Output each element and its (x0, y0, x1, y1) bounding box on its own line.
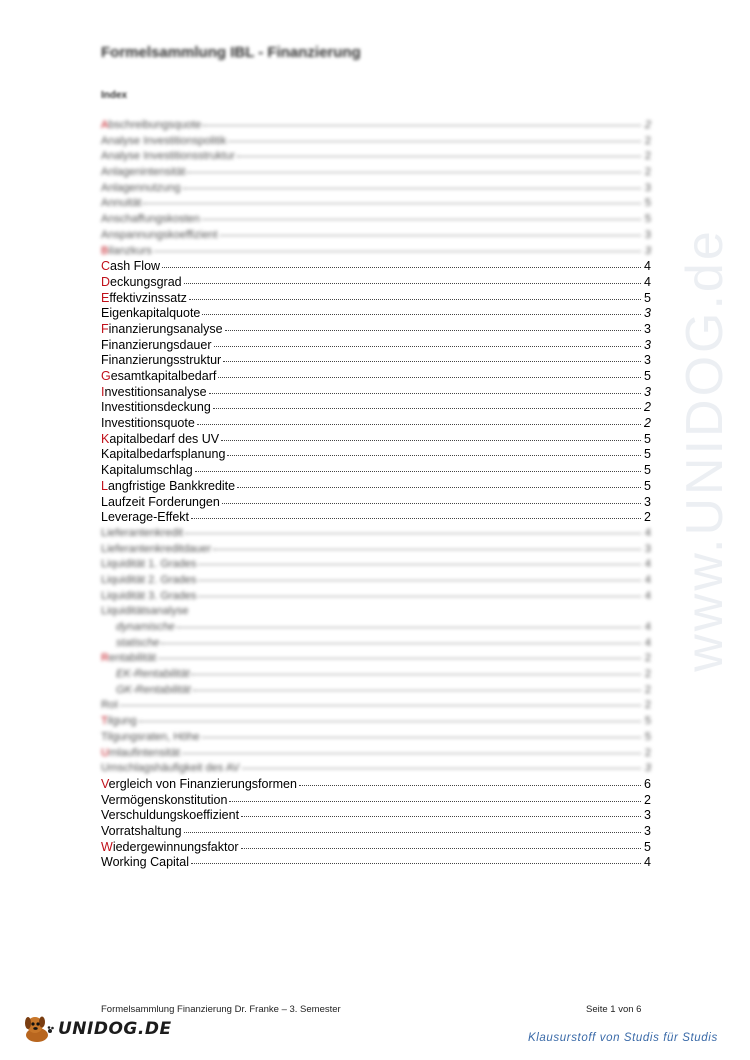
dot-leader (227, 455, 641, 456)
index-page-number: 5 (644, 730, 651, 743)
index-entry-text: Vermögenskonstitution (101, 792, 228, 807)
index-entry-text: Annuität (101, 197, 142, 210)
index-page-number: 3 (644, 808, 651, 823)
index-page-number: 3 (644, 384, 651, 399)
index-entry-label (101, 542, 211, 558)
index-letter-initial: F (101, 321, 109, 336)
index-entry-label (101, 400, 211, 416)
index-entry-text: eckungsgrad (110, 274, 182, 289)
index-page-number: 5 (644, 431, 651, 446)
dot-leader (203, 125, 641, 126)
index-page-number: 5 (644, 715, 651, 728)
index-page-number: 5 (644, 197, 651, 210)
dot-leader (221, 440, 641, 441)
dot-leader (213, 408, 641, 409)
index-page-number: 2 (644, 416, 651, 431)
index-entry (101, 495, 651, 511)
index-entry-text: dynamische (116, 621, 175, 633)
index-entry-label (101, 134, 226, 150)
dot-leader (202, 314, 641, 315)
index-entry (101, 463, 651, 479)
index-entry-label (101, 369, 216, 385)
index-entry-label (101, 416, 195, 432)
index-entry-text: Lieferantenkreditdauer (101, 542, 212, 555)
index-entry-text: RoI (101, 699, 119, 712)
index-entry-label (101, 730, 200, 746)
unidog-logo[interactable] (22, 1014, 172, 1044)
index-page-number: 5 (644, 369, 651, 383)
index-entry (101, 259, 651, 275)
index-page-number: 5 (644, 447, 651, 462)
index-entry (101, 165, 651, 181)
index-entry-text: Liquidität 1. Grades (101, 558, 197, 571)
index-letter-initial: U (101, 746, 109, 759)
index-entry-label (101, 196, 141, 212)
index-entry-label (101, 275, 182, 291)
index-letter-initial: G (101, 369, 111, 383)
index-letter-initial: C (101, 259, 111, 274)
index-entry-text: Anspannungskoeffizient (101, 228, 218, 241)
dot-leader (237, 156, 641, 157)
index-entry (101, 369, 651, 385)
index-entry (101, 714, 651, 730)
index-page-number: 2 (644, 119, 651, 131)
dot-leader (191, 674, 641, 675)
index-entry-label (101, 447, 225, 463)
index-entry (101, 636, 651, 652)
index-entry-label (101, 165, 185, 181)
index-letter-initial: D (101, 274, 111, 289)
index-entry-text: iedergewinnungsfaktor (112, 839, 239, 854)
index-entry (101, 604, 651, 620)
index-entry-text: mlaufintensität (108, 746, 180, 759)
dot-leader (223, 361, 641, 362)
dot-leader (202, 737, 641, 738)
index-entry (101, 683, 651, 699)
index-page-number: 3 (644, 181, 651, 194)
dot-leader (197, 424, 641, 425)
index-entry-text: Laufzeit Forderungen (101, 494, 220, 509)
dot-leader (237, 487, 641, 488)
index-letter-initial: K (101, 431, 110, 446)
index-entry-text: entabilität (108, 652, 157, 665)
index-letter-initial: A (101, 119, 109, 131)
index-entry-label (101, 793, 227, 809)
index-entry-text: Tilgungsraten, Höhe (101, 730, 200, 743)
dot-leader (162, 267, 641, 268)
index-entry (101, 432, 651, 448)
index-entry-text: EK-Rentabilität (116, 668, 190, 681)
index-entry-text: ash Flow (110, 259, 161, 274)
index-entry-label (101, 149, 235, 165)
index-entry-text: Vorratshaltung (101, 823, 182, 838)
index-entry-text: Investitionsdeckung (101, 400, 211, 415)
index-page-number: 3 (644, 823, 651, 838)
index-page-number: 3 (644, 244, 651, 257)
index-entry (101, 698, 651, 714)
index-entry (101, 149, 651, 165)
index-entry-label (101, 212, 200, 228)
index-letter-initial: B (101, 244, 109, 257)
index-page-number: 3 (644, 337, 651, 352)
index-entry-text: ilanzkurs (108, 244, 152, 257)
index-entry-label (101, 385, 207, 401)
dot-leader (143, 203, 641, 204)
index-entry-label (101, 463, 193, 479)
index-entry-label (101, 604, 188, 620)
index-entry-text: inanzierungsanalyse (108, 321, 223, 336)
index-letter-initial: R (101, 652, 109, 665)
index-entry-label (101, 479, 235, 495)
index-letter-initial: V (101, 776, 109, 791)
index-entry-label (101, 322, 223, 338)
index-entry (101, 746, 651, 762)
index-page-number: 2 (644, 166, 651, 179)
dot-leader (187, 172, 641, 173)
index-entry-label (101, 698, 118, 714)
index-entry (101, 510, 651, 526)
index-entry-label (101, 714, 137, 730)
index-letter-initial: I (101, 384, 105, 399)
index-entry-label (101, 353, 221, 369)
index-entry-label (101, 777, 297, 793)
index-entry (101, 196, 651, 212)
index-entry-text: Analyse Investitionspolitik (101, 134, 227, 147)
index-page-number: 4 (644, 636, 651, 649)
index-letter-initial: L (101, 478, 108, 493)
index-page-number: 2 (644, 668, 651, 681)
index-page-number: 3 (644, 353, 651, 368)
index-entry-text: Umschlagshäufigkeit des AV (101, 762, 240, 775)
index-entry-text: bschreibungsquote (108, 119, 202, 131)
dot-leader (139, 721, 641, 722)
index-entry (101, 620, 651, 636)
index-entry-text: GK-Rentabilität (116, 683, 191, 696)
index-entry-label (101, 824, 182, 840)
index-entry-label (101, 181, 181, 197)
index-page-number: 2 (644, 400, 651, 415)
dot-leader (198, 580, 641, 581)
index-entry (101, 793, 651, 809)
dot-leader (218, 377, 641, 378)
index-entry-text: Working Capital (101, 855, 190, 870)
index-page-number: 2 (644, 652, 651, 665)
index-entry (101, 840, 651, 856)
index-page-number: 6 (644, 776, 651, 791)
dot-leader (198, 564, 641, 565)
index-entry (101, 667, 651, 683)
dot-leader (191, 863, 641, 864)
dot-leader (184, 832, 641, 833)
dot-leader (220, 235, 641, 236)
index-entry-label (101, 808, 239, 824)
document-title: Formelsammlung IBL - Finanzierung (101, 44, 361, 61)
dot-leader (241, 816, 641, 817)
index-entry-label (101, 683, 191, 699)
index-entry-label (101, 510, 189, 526)
index-entry (101, 651, 651, 667)
dot-leader (193, 690, 641, 691)
index-page-number: 2 (644, 134, 651, 147)
dot-leader (158, 658, 641, 659)
index-entry (101, 761, 651, 777)
index-page-number: 5 (644, 213, 651, 226)
index-entry-label (101, 557, 196, 573)
index-entry (101, 134, 651, 150)
dot-leader (202, 219, 641, 220)
index-entry-label (101, 573, 196, 589)
index-page-number: 4 (644, 274, 651, 289)
index-page-number: 4 (644, 526, 651, 539)
index-entry-label (101, 244, 152, 260)
index-page-number: 3 (644, 228, 651, 241)
index-entry (101, 118, 651, 134)
index-entry (101, 385, 651, 401)
index-entry-label (101, 855, 189, 871)
index-entry (101, 542, 651, 558)
index-entry-label (101, 746, 180, 762)
index-entry-text: Verschuldungskoeffizient (101, 808, 240, 823)
index-entry (101, 306, 651, 322)
index-page-number: 2 (644, 699, 651, 712)
tagline: Klausurstoff von Studis für Studis (528, 1032, 718, 1044)
dot-leader (241, 848, 641, 849)
dot-leader (213, 549, 641, 550)
index-entry-text: Kapitalbedarfsplanung (101, 447, 226, 462)
index-page-number: 3 (644, 494, 651, 509)
index-page-number: 4 (644, 589, 651, 602)
index-entry-text: nvestitionsanalyse (104, 384, 207, 399)
index-letter-initial: T (101, 715, 108, 728)
index-entry-label (101, 338, 212, 354)
dot-leader (195, 471, 641, 472)
index-entry (101, 244, 651, 260)
index-entry-label (101, 840, 239, 856)
index-entry (101, 353, 651, 369)
index-entry-label (101, 636, 159, 652)
dot-leader (182, 753, 641, 754)
index-page-number: 4 (644, 621, 651, 633)
index-entry-text: Finanzierungsdauer (101, 337, 212, 352)
index-entry-text: ffektivzinssatz (109, 290, 187, 305)
dot-leader (189, 299, 641, 300)
index-page-number: 3 (644, 321, 651, 336)
index-entry (101, 322, 651, 338)
index-entry (101, 228, 651, 244)
dot-leader (177, 627, 641, 628)
dot-leader (299, 785, 641, 786)
index-entry-text: Anschaffungskosten (101, 213, 200, 226)
dot-leader (222, 503, 641, 504)
index-entry-text: statische (116, 636, 160, 649)
index-entry (101, 808, 651, 824)
dot-leader (161, 643, 641, 644)
dot-leader (120, 705, 641, 706)
index-page-number: 2 (644, 683, 651, 696)
index-page-number: 2 (644, 150, 651, 163)
dot-leader (228, 141, 641, 142)
index-entry-label (101, 259, 160, 275)
index-entry-text: apitalbedarf des UV (109, 431, 220, 446)
index-page-number: 5 (644, 839, 651, 854)
index-entry-label (101, 620, 175, 636)
index-page-number: 3 (644, 542, 651, 555)
index-entry (101, 573, 651, 589)
index-entry-label (101, 306, 200, 322)
index-page-number: 5 (644, 463, 651, 478)
index-entry-text: Kapitalumschlag (101, 463, 193, 478)
index-entry (101, 526, 651, 542)
index-page-number: 4 (644, 573, 651, 586)
index-heading: Index (101, 90, 128, 101)
index-entry-label (101, 291, 187, 307)
index-entry-text: ergleich von Finanzierungsformen (108, 776, 297, 791)
index-entry (101, 557, 651, 573)
index-page-number: 2 (644, 792, 651, 807)
index-entry-text: Anlagenintensität (101, 166, 186, 179)
index-page-number: 4 (644, 259, 651, 274)
index-entry-text: Leverage-Effekt (101, 510, 190, 525)
index-page-number: 2 (644, 510, 651, 525)
dot-leader (209, 393, 641, 394)
index-entry-text: angfristige Bankkredite (107, 478, 236, 493)
dot-leader (154, 251, 641, 252)
index-entry-label (101, 118, 201, 134)
dot-leader (242, 768, 641, 769)
dot-leader (229, 801, 641, 802)
index-letter-initial: E (101, 290, 110, 305)
index-entry-label (101, 589, 196, 605)
index-entry-text: Liquidität 3. Grades (101, 589, 197, 602)
index-entry (101, 400, 651, 416)
index-entry (101, 416, 651, 432)
index-page-number: 2 (644, 746, 651, 759)
dot-leader (184, 283, 641, 284)
index-entry-text: Liquidität 2. Grades (101, 573, 197, 586)
dot-leader (191, 518, 641, 519)
index-entry (101, 777, 651, 793)
index-entry-text: Eigenkapitalquote (101, 306, 201, 321)
index-page-number: 3 (644, 762, 651, 775)
watermark: www.UNIDOG.de (676, 228, 734, 672)
index-entry (101, 479, 651, 495)
index-entry (101, 212, 651, 228)
index-entry (101, 338, 651, 354)
logo-text: UNIDOG.DE (58, 1019, 172, 1039)
footer-course-info: Formelsammlung Finanzierung Dr. Franke – 3. Semester (101, 1004, 341, 1015)
dot-leader (183, 188, 641, 189)
index-entry (101, 730, 651, 746)
index-entry-text: Anlagennutzung (101, 181, 181, 194)
index-entry (101, 824, 651, 840)
index-entry (101, 589, 651, 605)
index-page-number: 5 (644, 478, 651, 493)
index-entry-label (101, 432, 219, 448)
index-entry-text: Finanzierungsstruktur (101, 353, 222, 368)
dot-leader (214, 346, 642, 347)
index-letter-initial: W (101, 839, 113, 854)
dot-leader (198, 596, 641, 597)
dot-leader (225, 330, 641, 331)
index-entry-text: Lieferantenkredit (101, 526, 183, 539)
index-entry (101, 275, 651, 291)
index-entry-label (101, 495, 220, 511)
index-entry-text: Investitionsquote (101, 416, 195, 431)
index-entry-text: ilgung (107, 715, 137, 728)
index-entry-label (101, 651, 156, 667)
index-page-number: 3 (644, 306, 651, 321)
index-entry-text: Analyse Investitionsstruktur (101, 150, 235, 163)
index-list (101, 118, 651, 871)
index-entry (101, 181, 651, 197)
index-entry-text: Liquiditätsanalyse (101, 605, 189, 618)
index-entry-label (101, 667, 189, 683)
index-entry (101, 447, 651, 463)
index-entry-label (101, 526, 183, 542)
index-entry (101, 855, 651, 871)
index-entry-label (101, 761, 240, 777)
index-entry-text: esamtkapitalbedarf (110, 369, 217, 383)
index-page-number: 5 (644, 290, 651, 305)
dog-mascot-icon (22, 1014, 56, 1044)
index-entry (101, 291, 651, 307)
index-page-number: 4 (644, 558, 651, 571)
index-page-number: 4 (644, 855, 651, 870)
index-entry-label (101, 228, 218, 244)
footer-page-number: Seite 1 von 6 (586, 1004, 642, 1015)
dot-leader (185, 533, 641, 534)
